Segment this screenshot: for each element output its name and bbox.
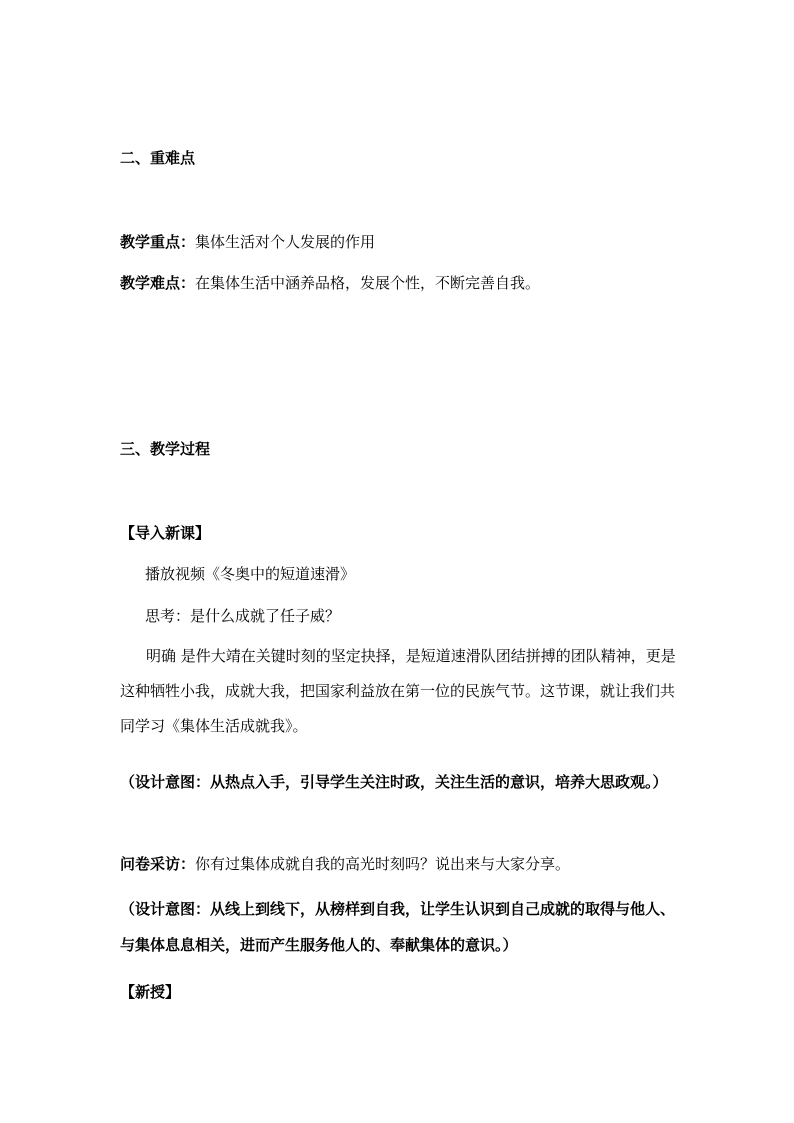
design-note-2: （设计意图：从线上到线下，从榜样到自我，让学生认识到自己成就的取得与他人、与集体息息相关，进而产生服务他人的、奉献集体的意识。）: [120, 900, 676, 954]
survey-line: [120, 854, 570, 874]
difficult-point-text: 在集体生活中涵养品格，发展个性，不断完善自我。: [195, 274, 541, 292]
survey-label: 问卷采访：: [120, 855, 196, 873]
new-lesson-heading: 【新授】: [120, 983, 181, 1001]
difficult-point-line: [120, 273, 540, 293]
key-point-text: 集体生活对个人发展的作用: [195, 233, 376, 251]
key-point-line: [120, 232, 375, 252]
section-heading-teaching-process: 三、教学过程: [120, 440, 211, 458]
difficult-point-label: 教学难点：: [120, 274, 196, 292]
intro-heading: 【导入新课】: [120, 524, 211, 542]
clarify-paragraph: 明确 是件大靖在关键时刻的坚定抉择，是短道速滑队团结拼搏的团队精神，更是这种牺牲小我，成就大我，把国家利益放在第一位的民族气节。这节课，就让我们共同学习《集体生活成就我》。: [120, 647, 676, 735]
design-note-1: （设计意图：从热点入手，引导学生关注时政，关注生活的意识，培养大思政观。）: [120, 773, 668, 791]
play-video-text: 播放视频《冬奥中的短道速滑》: [145, 565, 356, 583]
think-question: 思考：是什么成就了任子威？: [145, 607, 341, 625]
survey-text: 你有过集体成就自我的高光时刻吗？说出来与大家分享。: [195, 855, 571, 873]
section-heading-key-points: 二、重难点: [120, 149, 196, 167]
key-point-label: 教学重点：: [120, 233, 196, 251]
